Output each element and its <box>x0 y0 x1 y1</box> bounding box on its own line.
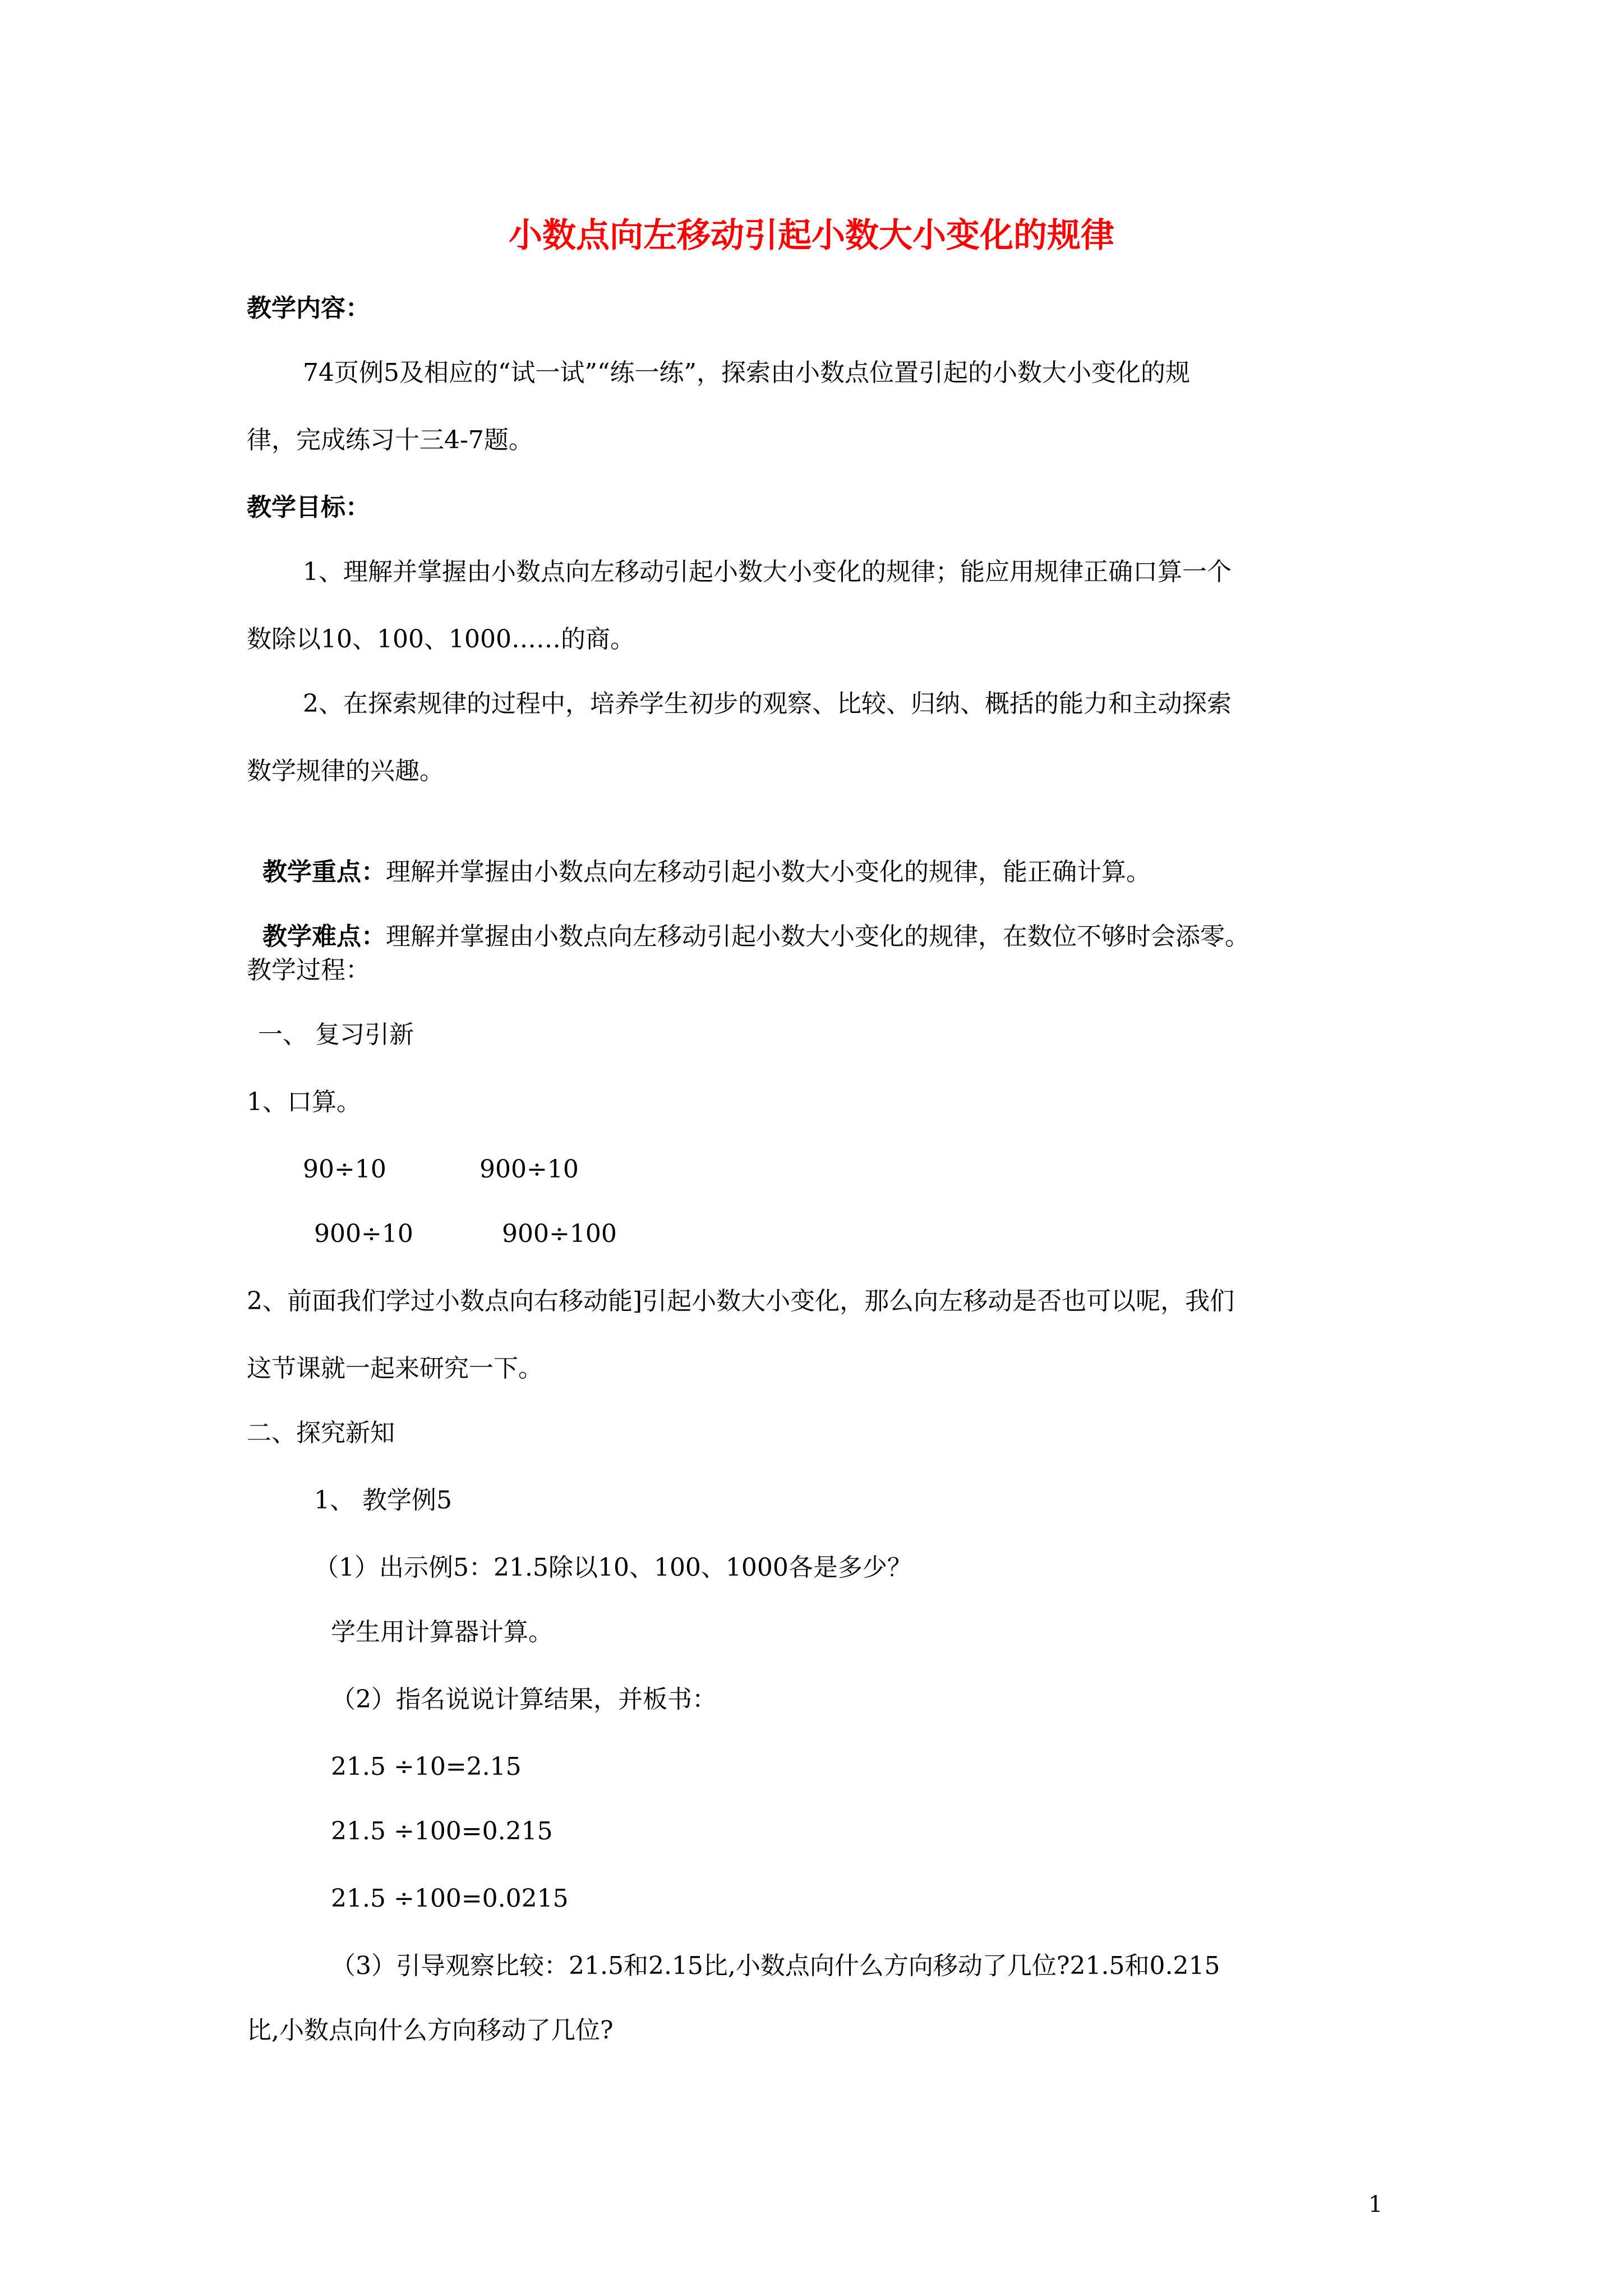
goal-1-line-2: 数除以10、100、1000……的商。 <box>247 625 635 654</box>
equation-1: 21.5 ÷10=2.15 <box>331 1752 522 1781</box>
sub-item-1: 1、 教学例5 <box>314 1486 452 1515</box>
goal-2-line-1: 2、在探索规律的过程中，培养学生初步的观察、比较、归纳、概括的能力和主动探索 <box>303 689 1232 718</box>
section-1-heading: 一、 复习引新 <box>258 1020 414 1049</box>
calc-a2: 900÷10 <box>479 1155 579 1184</box>
key-point <box>247 822 1151 889</box>
item-2-line-2: 这节课就一起来研究一下。 <box>247 1354 543 1383</box>
content-line-2: 律，完成练习十三4-7题。 <box>247 426 533 454</box>
difficulty-label: 教学难点： <box>262 922 386 951</box>
calc-b2: 900÷100 <box>502 1220 617 1248</box>
goals-heading: 教学目标： <box>247 493 370 522</box>
equation-2: 21.5 ÷100=0.215 <box>331 1817 553 1846</box>
page-number: 1 <box>1368 2192 1383 2217</box>
key-point-text: 理解并掌握由小数点向左移动引起小数大小变化的规律，能正确计算。 <box>385 858 1151 886</box>
step-1: （1）出示例5：21.5除以10、100、1000各是多少？ <box>314 1553 912 1582</box>
key-point-label: 教学重点： <box>262 858 386 886</box>
calc-b1: 900÷10 <box>314 1220 413 1248</box>
step-3-line-2: 比,小数点向什么方向移动了几位? <box>247 2016 614 2045</box>
content-heading: 教学内容： <box>247 294 370 323</box>
goal-1-line-1: 1、理解并掌握由小数点向左移动引起小数大小变化的规律；能应用规律正确口算一个 <box>303 558 1232 586</box>
step-2: （2）指名说说计算结果，并板书： <box>331 1685 717 1714</box>
calc-a1: 90÷10 <box>303 1155 386 1184</box>
section-2-heading: 二、探究新知 <box>247 1419 395 1447</box>
process-heading: 教学过程： <box>247 956 370 984</box>
content-line-1: 74页例5及相应的“试一试”“练一练”，探索由小数点位置引起的小数大小变化的规 <box>303 358 1190 387</box>
item-1: 1、口算。 <box>247 1088 361 1116</box>
item-2-line-1: 2、前面我们学过小数点向右移动能]引起小数大小变化，那么向左移动是否也可以呢，我们 <box>247 1287 1235 1315</box>
equation-3: 21.5 ÷100=0.0215 <box>331 1884 569 1913</box>
difficulty-text: 理解并掌握由小数点向左移动引起小数大小变化的规律，在数位不够时会添零。 <box>385 922 1249 951</box>
document-title: 小数点向左移动引起小数大小变化的规律 <box>509 216 1114 255</box>
difficulty-point <box>247 886 1249 954</box>
step-3-line-1: （3）引导观察比较：21.5和2.15比,小数点向什么方向移动了几位?21.5和0.215 <box>331 1952 1220 1980</box>
step-1-note: 学生用计算器计算。 <box>331 1618 553 1646</box>
goal-2-line-2: 数学规律的兴趣。 <box>247 757 444 785</box>
